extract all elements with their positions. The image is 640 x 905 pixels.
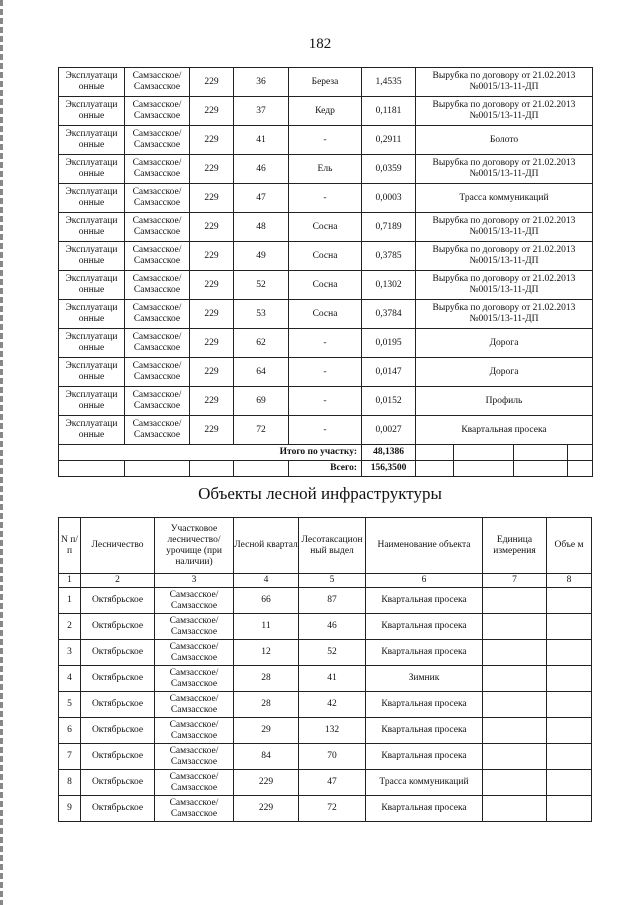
cell-area: 1,4535 <box>362 68 416 97</box>
cell-purpose: Эксплуатаци онные <box>59 97 125 126</box>
cell-note: Вырубка по договору от 21.02.2013 №0015/13-11-ДП <box>416 271 593 300</box>
blank-cell <box>125 461 190 477</box>
cell-quarter: 11 <box>234 614 299 640</box>
cell-forestry: Октябрьское <box>81 692 155 718</box>
table-row <box>59 770 592 796</box>
cell-note: Вырубка по договору от 21.02.2013 №0015/13-11-ДП <box>416 97 593 126</box>
cell-species: Береза <box>289 68 362 97</box>
header-row <box>59 518 592 574</box>
cell-quarter: 229 <box>190 155 234 184</box>
cell-quarter: 229 <box>234 796 299 822</box>
cell-unit <box>483 718 547 744</box>
cell-forestry: Самзасское/ Самзасское <box>125 329 190 358</box>
cell-object: Зимник <box>366 666 483 692</box>
blank-cell <box>190 461 234 477</box>
cell-vydel: 62 <box>234 329 289 358</box>
cell-quarter: 28 <box>234 666 299 692</box>
cell-vydel: 47 <box>234 184 289 213</box>
table-row <box>59 692 592 718</box>
cell-quarter: 229 <box>190 358 234 387</box>
cell-unit <box>483 796 547 822</box>
cell-quarter: 229 <box>190 97 234 126</box>
cell-quarter: 84 <box>234 744 299 770</box>
column-number: 4 <box>234 574 299 588</box>
cell-object: Квартальная просека <box>366 614 483 640</box>
cell-n: 2 <box>59 614 81 640</box>
cell-forestry: Самзасское/ Самзасское <box>125 300 190 329</box>
column-number: 6 <box>366 574 483 588</box>
cell-purpose: Эксплуатаци онные <box>59 126 125 155</box>
cell-vydel: 36 <box>234 68 289 97</box>
cell-purpose: Эксплуатаци онные <box>59 387 125 416</box>
total-row <box>59 445 593 461</box>
cell-forestry: Самзасское/ Самзасское <box>125 126 190 155</box>
cell-forestry: Самзасское/ Самзасское <box>125 184 190 213</box>
cell-forestry: Октябрьское <box>81 718 155 744</box>
cell-area: 0,3784 <box>362 300 416 329</box>
cell-vydel: 41 <box>299 666 366 692</box>
cell-vydel: 52 <box>299 640 366 666</box>
cell-quarter: 12 <box>234 640 299 666</box>
column-number: 7 <box>483 574 547 588</box>
grand-total-row <box>59 461 593 477</box>
cell-species: - <box>289 126 362 155</box>
cell-forestry: Октябрьское <box>81 614 155 640</box>
cell-note: Квартальная просека <box>416 416 593 445</box>
page-number: 182 <box>308 36 332 52</box>
cell-forestry: Октябрьское <box>81 796 155 822</box>
table-row <box>59 796 592 822</box>
table-row <box>59 640 592 666</box>
cell-n: 8 <box>59 770 81 796</box>
cell-vydel: 48 <box>234 213 289 242</box>
cell-forestry: Самзасское/ Самзасское <box>125 97 190 126</box>
cell-forestry: Самзасское/ Самзасское <box>125 242 190 271</box>
header-cell: Наименование объекта <box>366 518 483 574</box>
cell-species: - <box>289 184 362 213</box>
cell-vydel: 52 <box>234 271 289 300</box>
table-row <box>59 155 593 184</box>
cell-quarter: 229 <box>190 300 234 329</box>
cell-n: 7 <box>59 744 81 770</box>
cell-forestry: Самзасское/ Самзасское <box>125 271 190 300</box>
cell-species: Сосна <box>289 271 362 300</box>
cell-vydel: 132 <box>299 718 366 744</box>
cell-vydel: 72 <box>234 416 289 445</box>
column-number: 1 <box>59 574 81 588</box>
cell-purpose: Эксплуатаци онные <box>59 184 125 213</box>
cell-note: Профиль <box>416 387 593 416</box>
cell-quarter: 229 <box>190 213 234 242</box>
blank-cell <box>234 461 289 477</box>
cell-note: Вырубка по договору от 21.02.2013 №0015/13-11-ДП <box>416 213 593 242</box>
table-row <box>59 614 592 640</box>
cell-forestry: Самзасское/ Самзасское <box>125 358 190 387</box>
cell-species: Кедр <box>289 97 362 126</box>
cell-note: Дорога <box>416 358 593 387</box>
cell-forestry: Октябрьское <box>81 770 155 796</box>
section-title: Объекты лесной инфраструктуры <box>198 484 442 503</box>
infrastructure-table <box>58 517 592 822</box>
table-row <box>59 387 593 416</box>
cell-purpose: Эксплуатаци онные <box>59 155 125 184</box>
table-row <box>59 358 593 387</box>
cell-vydel: 47 <box>299 770 366 796</box>
cell-area: 0,0195 <box>362 329 416 358</box>
header-cell: N п/ п <box>59 518 81 574</box>
grand-value: 156,3500 <box>362 461 416 477</box>
cell-species: - <box>289 387 362 416</box>
header-cell: Единица измерения <box>483 518 547 574</box>
cell-n: 3 <box>59 640 81 666</box>
table-row <box>59 242 593 271</box>
cell-volume <box>547 692 592 718</box>
cell-forestry: Октябрьское <box>81 666 155 692</box>
cell-vydel: 37 <box>234 97 289 126</box>
cell-area: 0,2911 <box>362 126 416 155</box>
cell-object: Квартальная просека <box>366 744 483 770</box>
table-row <box>59 126 593 155</box>
cell-purpose: Эксплуатаци онные <box>59 416 125 445</box>
cell-vydel: 72 <box>299 796 366 822</box>
cell-vydel: 53 <box>234 300 289 329</box>
cell-volume <box>547 718 592 744</box>
cell-volume <box>547 640 592 666</box>
cell-vydel: 64 <box>234 358 289 387</box>
grand-label: Всего: <box>289 461 362 477</box>
column-number: 2 <box>81 574 155 588</box>
cell-area: 0,0359 <box>362 155 416 184</box>
cell-purpose: Эксплуатаци онные <box>59 271 125 300</box>
column-number: 5 <box>299 574 366 588</box>
cell-quarter: 229 <box>190 416 234 445</box>
cell-forestry: Самзасское/ Самзасское <box>125 387 190 416</box>
table-row <box>59 184 593 213</box>
cell-district: Самзасское/ Самзасское <box>155 588 234 614</box>
total-note <box>416 445 593 461</box>
table-row <box>59 97 593 126</box>
cell-n: 6 <box>59 718 81 744</box>
cell-area: 0,7189 <box>362 213 416 242</box>
cell-district: Самзасское/ Самзасское <box>155 770 234 796</box>
cell-object: Квартальная просека <box>366 718 483 744</box>
header-cell: Лесничество <box>81 518 155 574</box>
cell-unit <box>483 666 547 692</box>
cell-quarter: 66 <box>234 588 299 614</box>
cell-vydel: 69 <box>234 387 289 416</box>
total-label: Итого по участку: <box>59 445 362 461</box>
cell-volume <box>547 796 592 822</box>
cell-vydel: 42 <box>299 692 366 718</box>
header-cell: Лесотаксацион ный выдел <box>299 518 366 574</box>
cell-district: Самзасское/ Самзасское <box>155 640 234 666</box>
lots-table-body <box>59 68 593 477</box>
cell-volume <box>547 744 592 770</box>
cell-n: 9 <box>59 796 81 822</box>
cell-vydel: 70 <box>299 744 366 770</box>
cell-species: Сосна <box>289 300 362 329</box>
table-row <box>59 271 593 300</box>
cell-vydel: 46 <box>299 614 366 640</box>
cell-area: 0,0027 <box>362 416 416 445</box>
cell-species: - <box>289 358 362 387</box>
cell-unit <box>483 614 547 640</box>
column-number-row <box>59 574 592 588</box>
cell-purpose: Эксплуатаци онные <box>59 68 125 97</box>
lots-table <box>58 67 593 477</box>
header-cell: Участковое лесничество/ урочище (при наличии) <box>155 518 234 574</box>
cell-district: Самзасское/ Самзасское <box>155 614 234 640</box>
table-row <box>59 68 593 97</box>
cell-quarter: 229 <box>234 770 299 796</box>
cell-quarter: 229 <box>190 68 234 97</box>
cell-quarter: 229 <box>190 271 234 300</box>
cell-district: Самзасское/ Самзасское <box>155 744 234 770</box>
cell-vydel: 49 <box>234 242 289 271</box>
grand-note <box>416 461 593 477</box>
scan-edge <box>0 0 3 905</box>
cell-object: Трасса коммуникаций <box>366 770 483 796</box>
cell-unit <box>483 588 547 614</box>
cell-unit <box>483 640 547 666</box>
cell-volume <box>547 770 592 796</box>
cell-volume <box>547 588 592 614</box>
cell-unit <box>483 770 547 796</box>
cell-area: 0,3785 <box>362 242 416 271</box>
cell-quarter: 229 <box>190 242 234 271</box>
cell-area: 0,0147 <box>362 358 416 387</box>
cell-area: 0,1181 <box>362 97 416 126</box>
cell-district: Самзасское/ Самзасское <box>155 796 234 822</box>
table-row <box>59 416 593 445</box>
cell-note: Вырубка по договору от 21.02.2013 №0015/13-11-ДП <box>416 300 593 329</box>
cell-district: Самзасское/ Самзасское <box>155 718 234 744</box>
table-row <box>59 588 592 614</box>
cell-area: 0,1302 <box>362 271 416 300</box>
cell-note: Вырубка по договору от 21.02.2013 №0015/13-11-ДП <box>416 68 593 97</box>
cell-object: Квартальная просека <box>366 796 483 822</box>
cell-vydel: 41 <box>234 126 289 155</box>
cell-vydel: 87 <box>299 588 366 614</box>
cell-n: 1 <box>59 588 81 614</box>
column-number: 8 <box>547 574 592 588</box>
cell-object: Квартальная просека <box>366 588 483 614</box>
cell-quarter: 29 <box>234 718 299 744</box>
cell-forestry: Октябрьское <box>81 744 155 770</box>
cell-object: Квартальная просека <box>366 640 483 666</box>
cell-purpose: Эксплуатаци онные <box>59 329 125 358</box>
cell-purpose: Эксплуатаци онные <box>59 242 125 271</box>
cell-purpose: Эксплуатаци онные <box>59 300 125 329</box>
infrastructure-table-body <box>59 518 592 822</box>
cell-district: Самзасское/ Самзасское <box>155 666 234 692</box>
cell-quarter: 229 <box>190 126 234 155</box>
cell-forestry: Октябрьское <box>81 588 155 614</box>
cell-forestry: Самзасское/ Самзасское <box>125 416 190 445</box>
cell-note: Трасса коммуникаций <box>416 184 593 213</box>
cell-volume <box>547 614 592 640</box>
cell-forestry: Самзасское/ Самзасское <box>125 68 190 97</box>
cell-unit <box>483 744 547 770</box>
cell-species: - <box>289 416 362 445</box>
header-cell: Лесной квартал <box>234 518 299 574</box>
cell-forestry: Самзасское/ Самзасское <box>125 155 190 184</box>
cell-quarter: 229 <box>190 184 234 213</box>
total-value: 48,1386 <box>362 445 416 461</box>
cell-volume <box>547 666 592 692</box>
cell-purpose: Эксплуатаци онные <box>59 213 125 242</box>
cell-quarter: 229 <box>190 387 234 416</box>
cell-n: 4 <box>59 666 81 692</box>
cell-area: 0,0003 <box>362 184 416 213</box>
cell-note: Вырубка по договору от 21.02.2013 №0015/13-11-ДП <box>416 242 593 271</box>
cell-area: 0,0152 <box>362 387 416 416</box>
cell-n: 5 <box>59 692 81 718</box>
cell-forestry: Октябрьское <box>81 640 155 666</box>
cell-purpose: Эксплуатаци онные <box>59 358 125 387</box>
header-cell: Объе м <box>547 518 592 574</box>
cell-species: - <box>289 329 362 358</box>
cell-quarter: 229 <box>190 329 234 358</box>
table-row <box>59 718 592 744</box>
table-row <box>59 213 593 242</box>
cell-note: Болото <box>416 126 593 155</box>
cell-species: Сосна <box>289 242 362 271</box>
table-row <box>59 300 593 329</box>
cell-quarter: 28 <box>234 692 299 718</box>
cell-note: Дорога <box>416 329 593 358</box>
cell-note: Вырубка по договору от 21.02.2013 №0015/13-11-ДП <box>416 155 593 184</box>
cell-forestry: Самзасское/ Самзасское <box>125 213 190 242</box>
table-row <box>59 329 593 358</box>
cell-object: Квартальная просека <box>366 692 483 718</box>
column-number: 3 <box>155 574 234 588</box>
table-row <box>59 666 592 692</box>
cell-species: Ель <box>289 155 362 184</box>
cell-district: Самзасское/ Самзасское <box>155 692 234 718</box>
cell-unit <box>483 692 547 718</box>
table-row <box>59 744 592 770</box>
cell-species: Сосна <box>289 213 362 242</box>
cell-vydel: 46 <box>234 155 289 184</box>
blank-cell <box>59 461 125 477</box>
